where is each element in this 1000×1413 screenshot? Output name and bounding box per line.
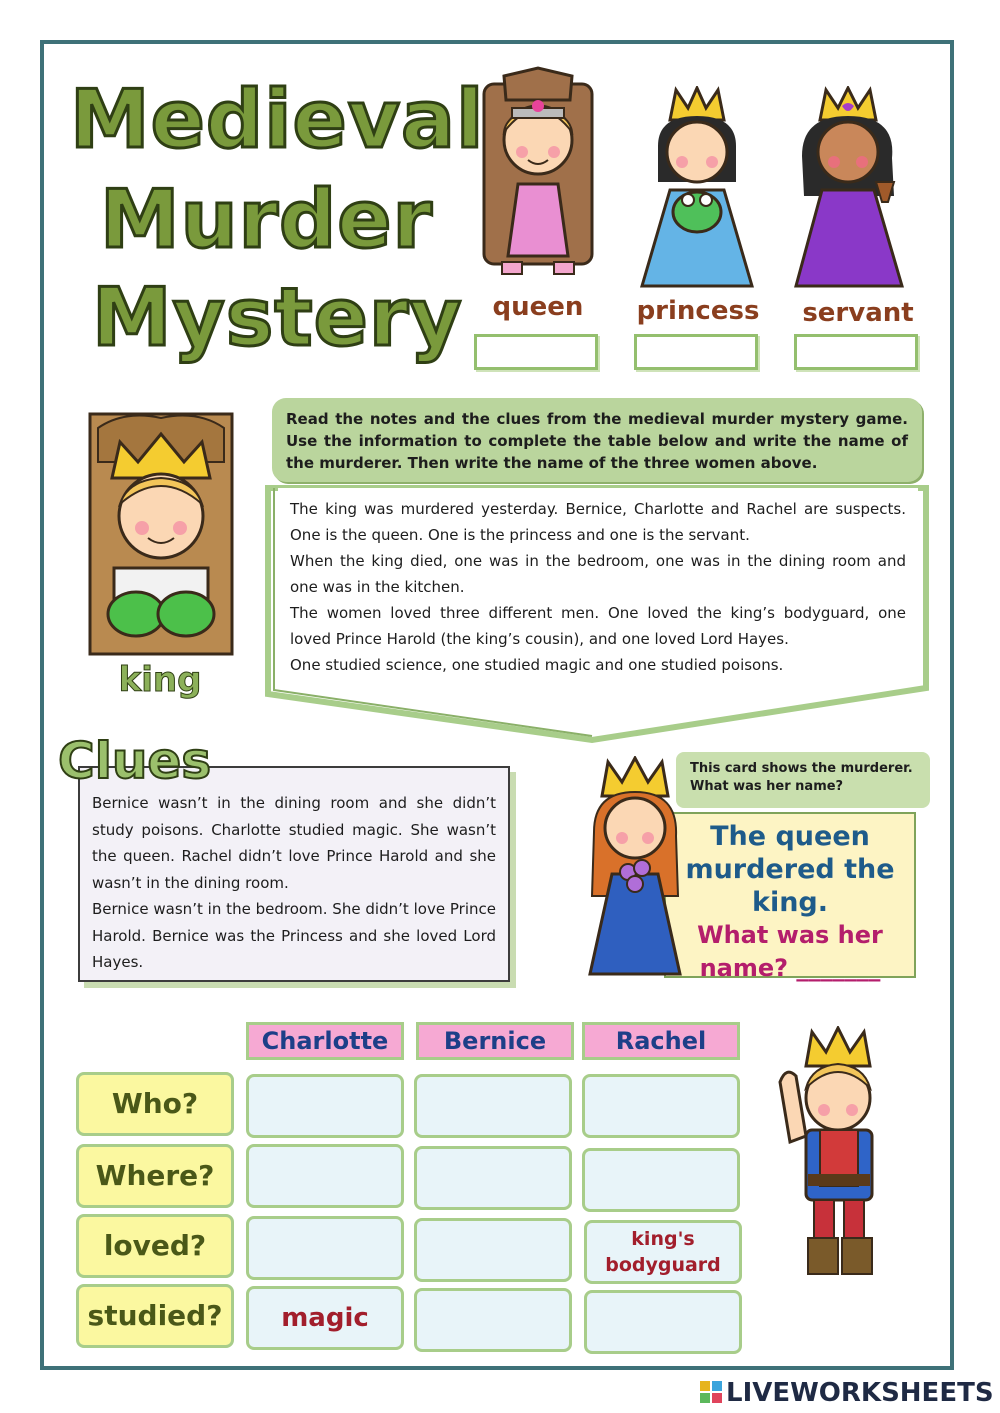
waving-prince-icon (776, 1026, 894, 1278)
table-cell[interactable] (246, 1074, 404, 1138)
note-4: One studied science, one studied magic and one studied poisons. (290, 656, 784, 674)
brand-name: LIVEWORKSHEETS (726, 1378, 994, 1408)
clues-title: Clues (58, 732, 212, 790)
clue-paragraph-2: Bernice wasn’t in the bedroom. She didn’t love Prince Harold. Bernice was the Princess and she loved Lord Hayes. (92, 900, 496, 971)
table-cell[interactable] (582, 1074, 740, 1138)
row-header-who: Who? (76, 1072, 234, 1136)
servant-with-goblet-icon (792, 86, 908, 292)
table-cell[interactable] (414, 1218, 572, 1282)
title-line-2: Murder (100, 173, 433, 266)
table-cell[interactable] (582, 1148, 740, 1212)
table-cell[interactable] (414, 1288, 572, 1352)
murder-card-question: What was her name? _______ (697, 921, 883, 982)
princess-label: princess (636, 296, 760, 326)
queen-on-throne-icon (474, 66, 602, 292)
row-header-where: Where? (76, 1144, 234, 1208)
queen-label: queen (492, 292, 584, 322)
table-cell-rachel-loved[interactable]: king's bodyguard (584, 1220, 742, 1284)
row-header-loved: loved? (76, 1214, 234, 1278)
title-line-1: Medieval (70, 73, 485, 166)
liveworksheets-brand (700, 1378, 994, 1408)
column-header-bernice: Bernice (416, 1022, 574, 1060)
column-header-charlotte: Charlotte (246, 1022, 404, 1060)
table-cell[interactable] (414, 1074, 572, 1138)
clues-box (78, 766, 510, 982)
table-cell[interactable] (414, 1146, 572, 1210)
liveworksheets-logo-icon (700, 1381, 722, 1403)
table-cell[interactable] (584, 1290, 742, 1354)
king-label: king (118, 660, 202, 700)
notes-text (278, 488, 918, 686)
princess-answer-input[interactable] (634, 334, 758, 370)
note-3: The women loved three different men. One loved the king’s bodyguard, one loved Prince Harold (the king’s cousin), and one loved Lord Hayes. (290, 604, 906, 648)
title-line-3: Mystery (92, 271, 463, 364)
servant-label: servant (802, 298, 914, 328)
servant-answer-input[interactable] (794, 334, 918, 370)
note-1: The king was murdered yesterday. Bernice, Charlotte and Rachel are suspects. One is the queen. One is the princess and one is the servant. (290, 500, 906, 544)
table-cell[interactable] (246, 1216, 404, 1280)
queen-with-flowers-icon (586, 756, 684, 978)
instructions-box: Read the notes and the clues from the medieval murder mystery game. Use the information to complete the table below and write the name of the murderer. Then write the name of the three women above. (272, 398, 922, 482)
note-2: When the king died, one was in the bedroom, one was in the dining room and one was in the kitchen. (290, 552, 906, 596)
column-header-rachel: Rachel (582, 1022, 740, 1060)
table-cell[interactable] (246, 1144, 404, 1208)
queen-answer-input[interactable] (474, 334, 598, 370)
princess-with-frog-icon (636, 86, 758, 292)
row-header-studied: studied? (76, 1284, 234, 1348)
murder-card (664, 812, 916, 982)
king-on-throne-icon (84, 408, 238, 660)
table-cell-charlotte-studied[interactable]: magic (246, 1286, 404, 1350)
clue-paragraph-1: Bernice wasn’t in the dining room and she didn’t study poisons. Charlotte studied magic. She wasn’t the queen. Rachel didn’t love Prince Harold and she wasn’t in the dining room. (92, 794, 496, 892)
murder-card-header: This card shows the murderer. What was her name? (676, 752, 930, 808)
murder-card-statement: The queen murdered the king. (685, 821, 895, 918)
